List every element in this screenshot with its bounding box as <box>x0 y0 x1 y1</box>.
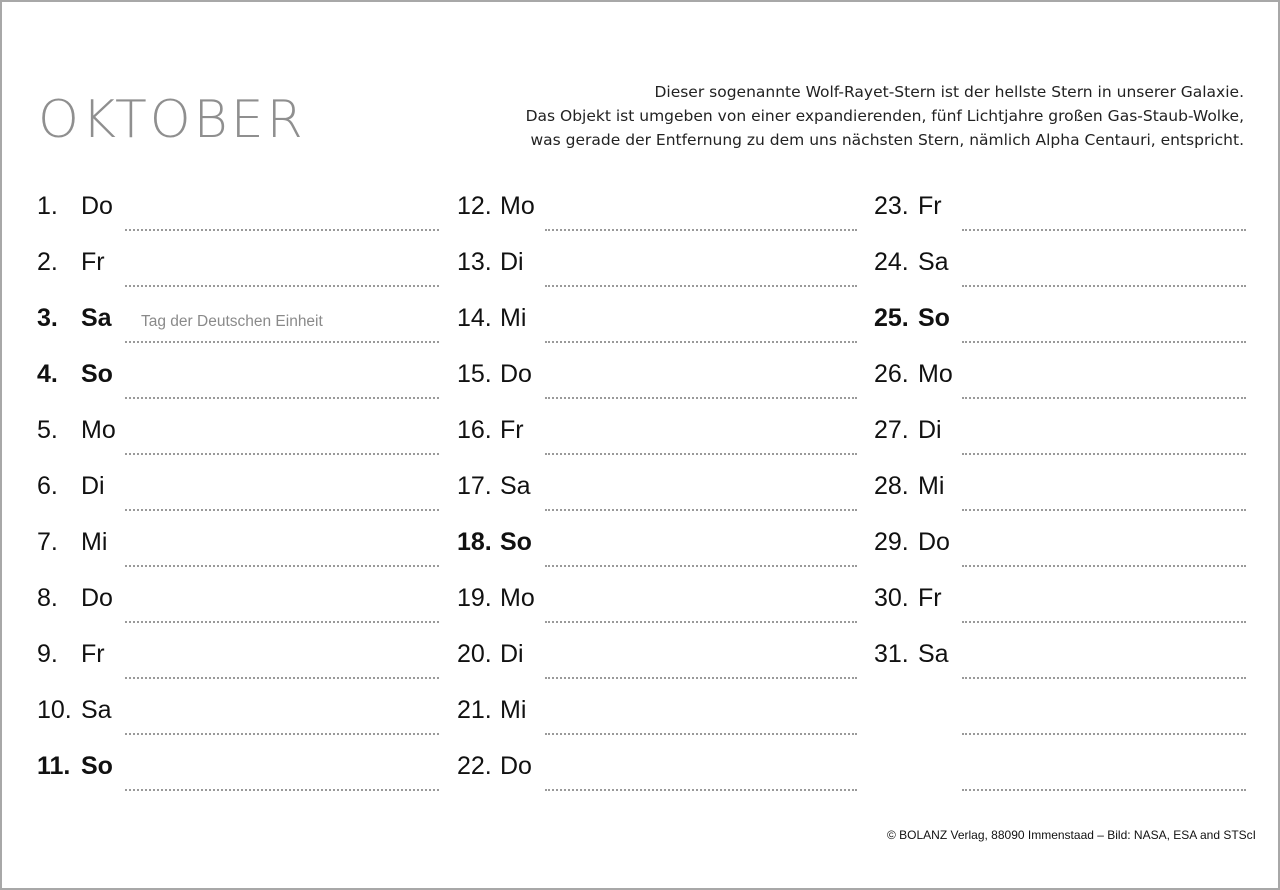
weekday-label: Fr <box>918 584 942 612</box>
weekday-label: Fr <box>81 248 105 276</box>
day-number: 7. <box>37 528 58 556</box>
day-row <box>37 626 439 682</box>
day-column-1 <box>37 178 439 794</box>
month-title: OKTOBER <box>38 90 306 150</box>
day-number: 12. <box>457 192 492 220</box>
day-number: 5. <box>37 416 58 444</box>
day-row <box>874 514 1246 570</box>
day-row <box>37 234 439 290</box>
entry-dotted-line[interactable] <box>962 621 1246 623</box>
day-row <box>37 570 439 626</box>
entry-dotted-line[interactable] <box>962 565 1246 567</box>
entry-dotted-line[interactable] <box>545 733 857 735</box>
day-row <box>457 626 857 682</box>
weekday-label: Mo <box>500 192 535 220</box>
day-row <box>37 402 439 458</box>
day-number: 22. <box>457 752 492 780</box>
weekday-label: Fr <box>81 640 105 668</box>
weekday-label: Mi <box>81 528 108 556</box>
day-number: 3. <box>37 304 58 332</box>
day-row <box>37 178 439 234</box>
entry-dotted-line[interactable] <box>962 509 1246 511</box>
weekday-label: So <box>500 528 532 556</box>
weekday-label: Do <box>918 528 950 556</box>
entry-dotted-line[interactable] <box>125 229 439 231</box>
weekday-label: Mi <box>500 304 527 332</box>
entry-dotted-line[interactable] <box>545 621 857 623</box>
weekday-label: Sa <box>918 248 949 276</box>
description-text <box>424 80 1244 152</box>
weekday-label: Mo <box>500 584 535 612</box>
day-number: 24. <box>874 248 909 276</box>
day-number: 25. <box>874 304 909 332</box>
weekday-label: Do <box>81 192 113 220</box>
day-number: 17. <box>457 472 492 500</box>
weekday-label: Di <box>500 640 524 668</box>
entry-dotted-line[interactable] <box>545 285 857 287</box>
day-number: 9. <box>37 640 58 668</box>
weekday-label: Di <box>500 248 524 276</box>
day-row <box>874 626 1246 682</box>
day-number: 23. <box>874 192 909 220</box>
weekday-label: So <box>81 752 113 780</box>
day-number: 11. <box>37 752 71 780</box>
day-row <box>457 458 857 514</box>
day-number: 15. <box>457 360 492 388</box>
entry-dotted-line[interactable] <box>125 397 439 399</box>
weekday-label: Sa <box>81 696 112 724</box>
day-number: 30. <box>874 584 909 612</box>
entry-dotted-line[interactable] <box>125 789 439 791</box>
weekday-label: Mi <box>918 472 945 500</box>
day-row <box>874 178 1246 234</box>
weekday-label: Sa <box>500 472 531 500</box>
day-number: 27. <box>874 416 909 444</box>
day-number: 18. <box>457 528 492 556</box>
weekday-label: Mi <box>500 696 527 724</box>
entry-dotted-line[interactable] <box>125 677 439 679</box>
day-number: 29. <box>874 528 909 556</box>
day-column-2 <box>457 178 857 794</box>
weekday-label: Fr <box>918 192 942 220</box>
day-row <box>457 738 857 794</box>
entry-dotted-line[interactable] <box>962 789 1246 791</box>
entry-dotted-line[interactable] <box>962 397 1246 399</box>
entry-dotted-line[interactable] <box>545 341 857 343</box>
weekday-label: Di <box>81 472 105 500</box>
day-row <box>874 234 1246 290</box>
description-line: Das Objekt ist umgeben von einer expandierenden, fünf Lichtjahre großen Gas-Staub-Wolke, <box>525 107 1244 125</box>
holiday-note: Tag der Deutschen Einheit <box>141 313 323 330</box>
entry-dotted-line[interactable] <box>545 509 857 511</box>
day-row <box>37 458 439 514</box>
day-number: 6. <box>37 472 58 500</box>
weekday-label: Do <box>81 584 113 612</box>
day-row <box>874 290 1246 346</box>
entry-dotted-line[interactable] <box>962 453 1246 455</box>
entry-dotted-line[interactable] <box>125 341 439 343</box>
day-row <box>457 682 857 738</box>
day-row <box>457 234 857 290</box>
entry-dotted-line[interactable] <box>545 229 857 231</box>
day-row <box>874 682 1246 738</box>
weekday-label: Sa <box>918 640 949 668</box>
weekday-label: Do <box>500 360 532 388</box>
weekday-label: Sa <box>81 304 112 332</box>
weekday-label: Di <box>918 416 942 444</box>
day-number: 2. <box>37 248 58 276</box>
day-number: 14. <box>457 304 492 332</box>
day-number: 8. <box>37 584 58 612</box>
day-number: 26. <box>874 360 909 388</box>
day-row <box>457 402 857 458</box>
day-row <box>457 514 857 570</box>
day-row <box>874 402 1246 458</box>
day-number: 13. <box>457 248 492 276</box>
copyright-credit: © BOLANZ Verlag, 88090 Immenstaad – Bild: NASA, ESA and STScI <box>886 828 1256 842</box>
weekday-label: So <box>918 304 950 332</box>
day-number: 19. <box>457 584 492 612</box>
weekday-label: Do <box>500 752 532 780</box>
entry-dotted-line[interactable] <box>962 229 1246 231</box>
day-row <box>37 346 439 402</box>
day-row <box>457 290 857 346</box>
day-row <box>874 346 1246 402</box>
entry-dotted-line[interactable] <box>125 453 439 455</box>
weekday-label: Mo <box>918 360 953 388</box>
day-number: 21. <box>457 696 492 724</box>
entry-dotted-line[interactable] <box>962 285 1246 287</box>
entry-dotted-line[interactable] <box>125 509 439 511</box>
entry-dotted-line[interactable] <box>545 397 857 399</box>
entry-dotted-line[interactable] <box>545 789 857 791</box>
entry-dotted-line[interactable] <box>545 565 857 567</box>
entry-dotted-line[interactable] <box>545 453 857 455</box>
description-line: Dieser sogenannte Wolf-Rayet-Stern ist der hellste Stern in unserer Galaxie. <box>654 83 1244 101</box>
entry-dotted-line[interactable] <box>962 341 1246 343</box>
day-number: 20. <box>457 640 492 668</box>
entry-dotted-line[interactable] <box>962 677 1246 679</box>
day-row <box>37 738 439 794</box>
day-row <box>874 458 1246 514</box>
day-number: 16. <box>457 416 492 444</box>
day-number: 1. <box>37 192 58 220</box>
day-row <box>457 570 857 626</box>
day-row <box>37 514 439 570</box>
day-row <box>457 346 857 402</box>
description-line: was gerade der Entfernung zu dem uns nächsten Stern, nämlich Alpha Centauri, entspricht. <box>530 131 1244 149</box>
weekday-label: So <box>81 360 113 388</box>
day-number: 4. <box>37 360 58 388</box>
day-row <box>37 290 439 346</box>
weekday-label: Mo <box>81 416 116 444</box>
entry-dotted-line[interactable] <box>125 733 439 735</box>
day-row <box>457 178 857 234</box>
entry-dotted-line[interactable] <box>962 733 1246 735</box>
entry-dotted-line[interactable] <box>125 565 439 567</box>
entry-dotted-line[interactable] <box>545 677 857 679</box>
day-number: 28. <box>874 472 909 500</box>
day-column-3 <box>874 178 1246 794</box>
day-row <box>874 738 1246 794</box>
day-row <box>37 682 439 738</box>
entry-dotted-line[interactable] <box>125 621 439 623</box>
entry-dotted-line[interactable] <box>125 285 439 287</box>
weekday-label: Fr <box>500 416 524 444</box>
day-number: 10. <box>37 696 72 724</box>
day-number: 31. <box>874 640 909 668</box>
day-row <box>874 570 1246 626</box>
